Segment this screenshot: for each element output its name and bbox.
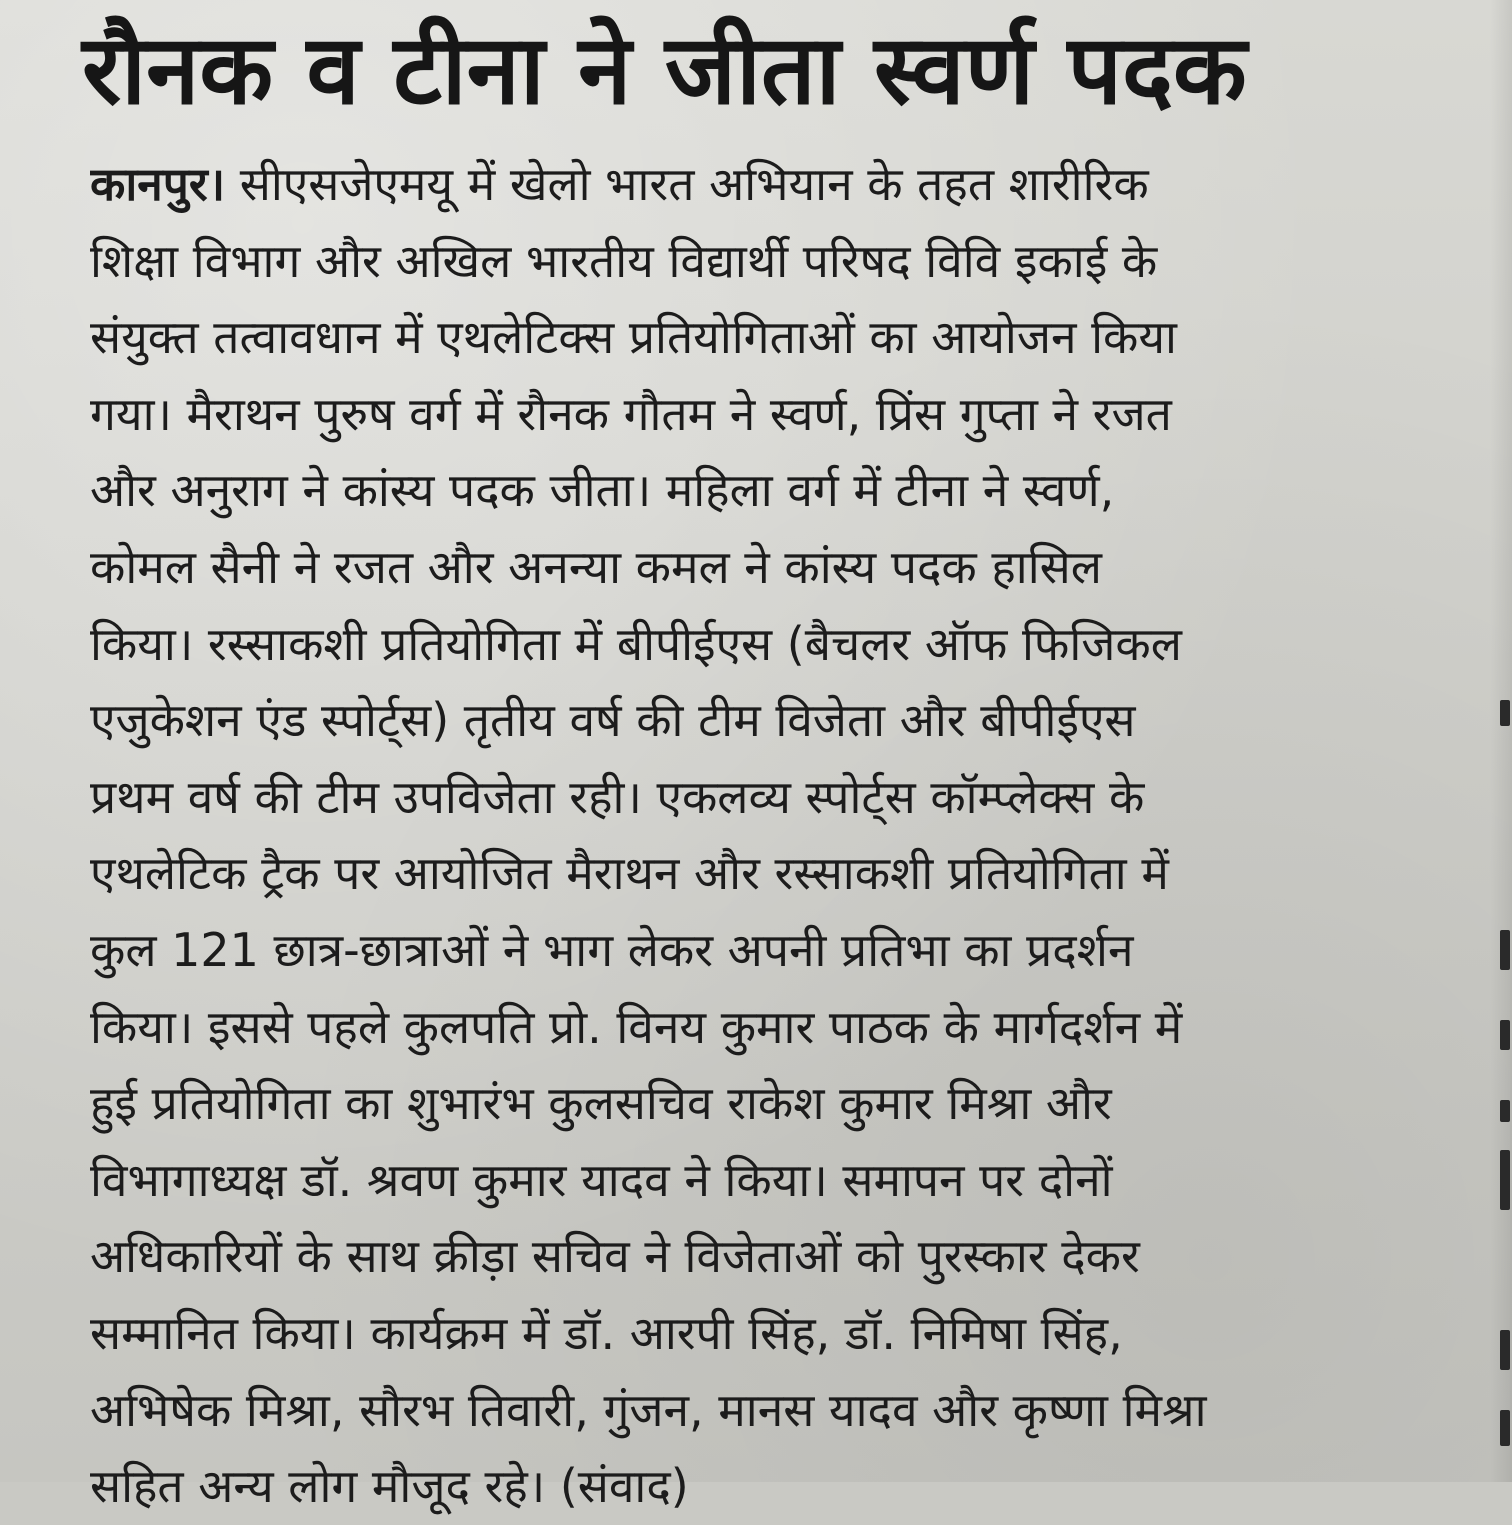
article-line: कुल 121 छात्र-छात्राओं ने भाग लेकर अपनी प्रतिभा का प्रदर्शन: [90, 922, 1134, 977]
article-line: किया। रस्साकशी प्रतियोगिता में बीपीईएस (बैचलर ऑफ फिजिकल: [90, 616, 1182, 671]
article-line: एजुकेशन एंड स्पोर्ट्स) तृतीय वर्ष की टीम विजेता और बीपीईएस: [90, 693, 1136, 748]
edge-ink-mark: [1500, 1150, 1510, 1210]
article-line: एथलेटिक ट्रैक पर आयोजित मैराथन और रस्साकशी प्रतियोगिता में: [90, 846, 1169, 901]
article-line: अभिषेक मिश्रा, सौरभ तिवारी, गुंजन, मानस यादव और कृष्णा मिश्रा: [90, 1382, 1207, 1437]
edge-ink-mark: [1500, 1410, 1510, 1446]
article-line: हुई प्रतियोगिता का शुभारंभ कुलसचिव राकेश कुमार मिश्रा और: [90, 1076, 1112, 1131]
article-line: संयुक्त तत्वावधान में एथलेटिक्स प्रतियोगिताओं का आयोजन किया: [90, 310, 1177, 365]
adjacent-column-edge: [1490, 0, 1512, 1482]
article-body: [90, 146, 1390, 1525]
article-line: [90, 146, 1390, 223]
article-line: शिक्षा विभाग और अखिल भारतीय विद्यार्थी परिषद विवि इकाई के: [90, 233, 1158, 288]
article-line: प्रथम वर्ष की टीम उपविजेता रही। एकलव्य स्पोर्ट्स कॉम्प्लेक्स के: [90, 769, 1145, 824]
article-line: सहित अन्य लोग मौजूद रहे। (संवाद): [90, 1459, 689, 1514]
article-line: किया। इससे पहले कुलपति प्रो. विनय कुमार पाठक के मार्गदर्शन में: [90, 999, 1183, 1054]
article-line: विभागाध्यक्ष डॉ. श्रवण कुमार यादव ने किया। समापन पर दोनों: [90, 1152, 1113, 1207]
edge-ink-mark: [1500, 1330, 1510, 1370]
article-line: अधिकारियों के साथ क्रीड़ा सचिव ने विजेताओं को पुरस्कार देकर: [90, 1229, 1140, 1284]
dateline: कानपुर।: [90, 157, 226, 211]
article-line-text: सीएसजेएमयू में खेलो भारत अभियान के तहत शारीरिक: [225, 157, 1149, 211]
edge-ink-mark: [1500, 1020, 1510, 1050]
article-line: और अनुराग ने कांस्य पदक जीता। महिला वर्ग में टीना ने स्वर्ण,: [90, 463, 1115, 518]
article-line: सम्मानित किया। कार्यक्रम में डॉ. आरपी सिंह, डॉ. निमिषा सिंह,: [90, 1305, 1123, 1360]
article-line: कोमल सैनी ने रजत और अनन्या कमल ने कांस्य पदक हासिल: [90, 539, 1102, 594]
edge-ink-mark: [1500, 1100, 1510, 1122]
headline: रौनक व टीना ने जीता स्वर्ण पदक: [82, 14, 1247, 126]
edge-ink-mark: [1500, 700, 1510, 726]
edge-ink-mark: [1500, 930, 1510, 970]
article-line: गया। मैराथन पुरुष वर्ग में रौनक गौतम ने स्वर्ण, प्रिंस गुप्ता ने रजत: [90, 386, 1172, 441]
